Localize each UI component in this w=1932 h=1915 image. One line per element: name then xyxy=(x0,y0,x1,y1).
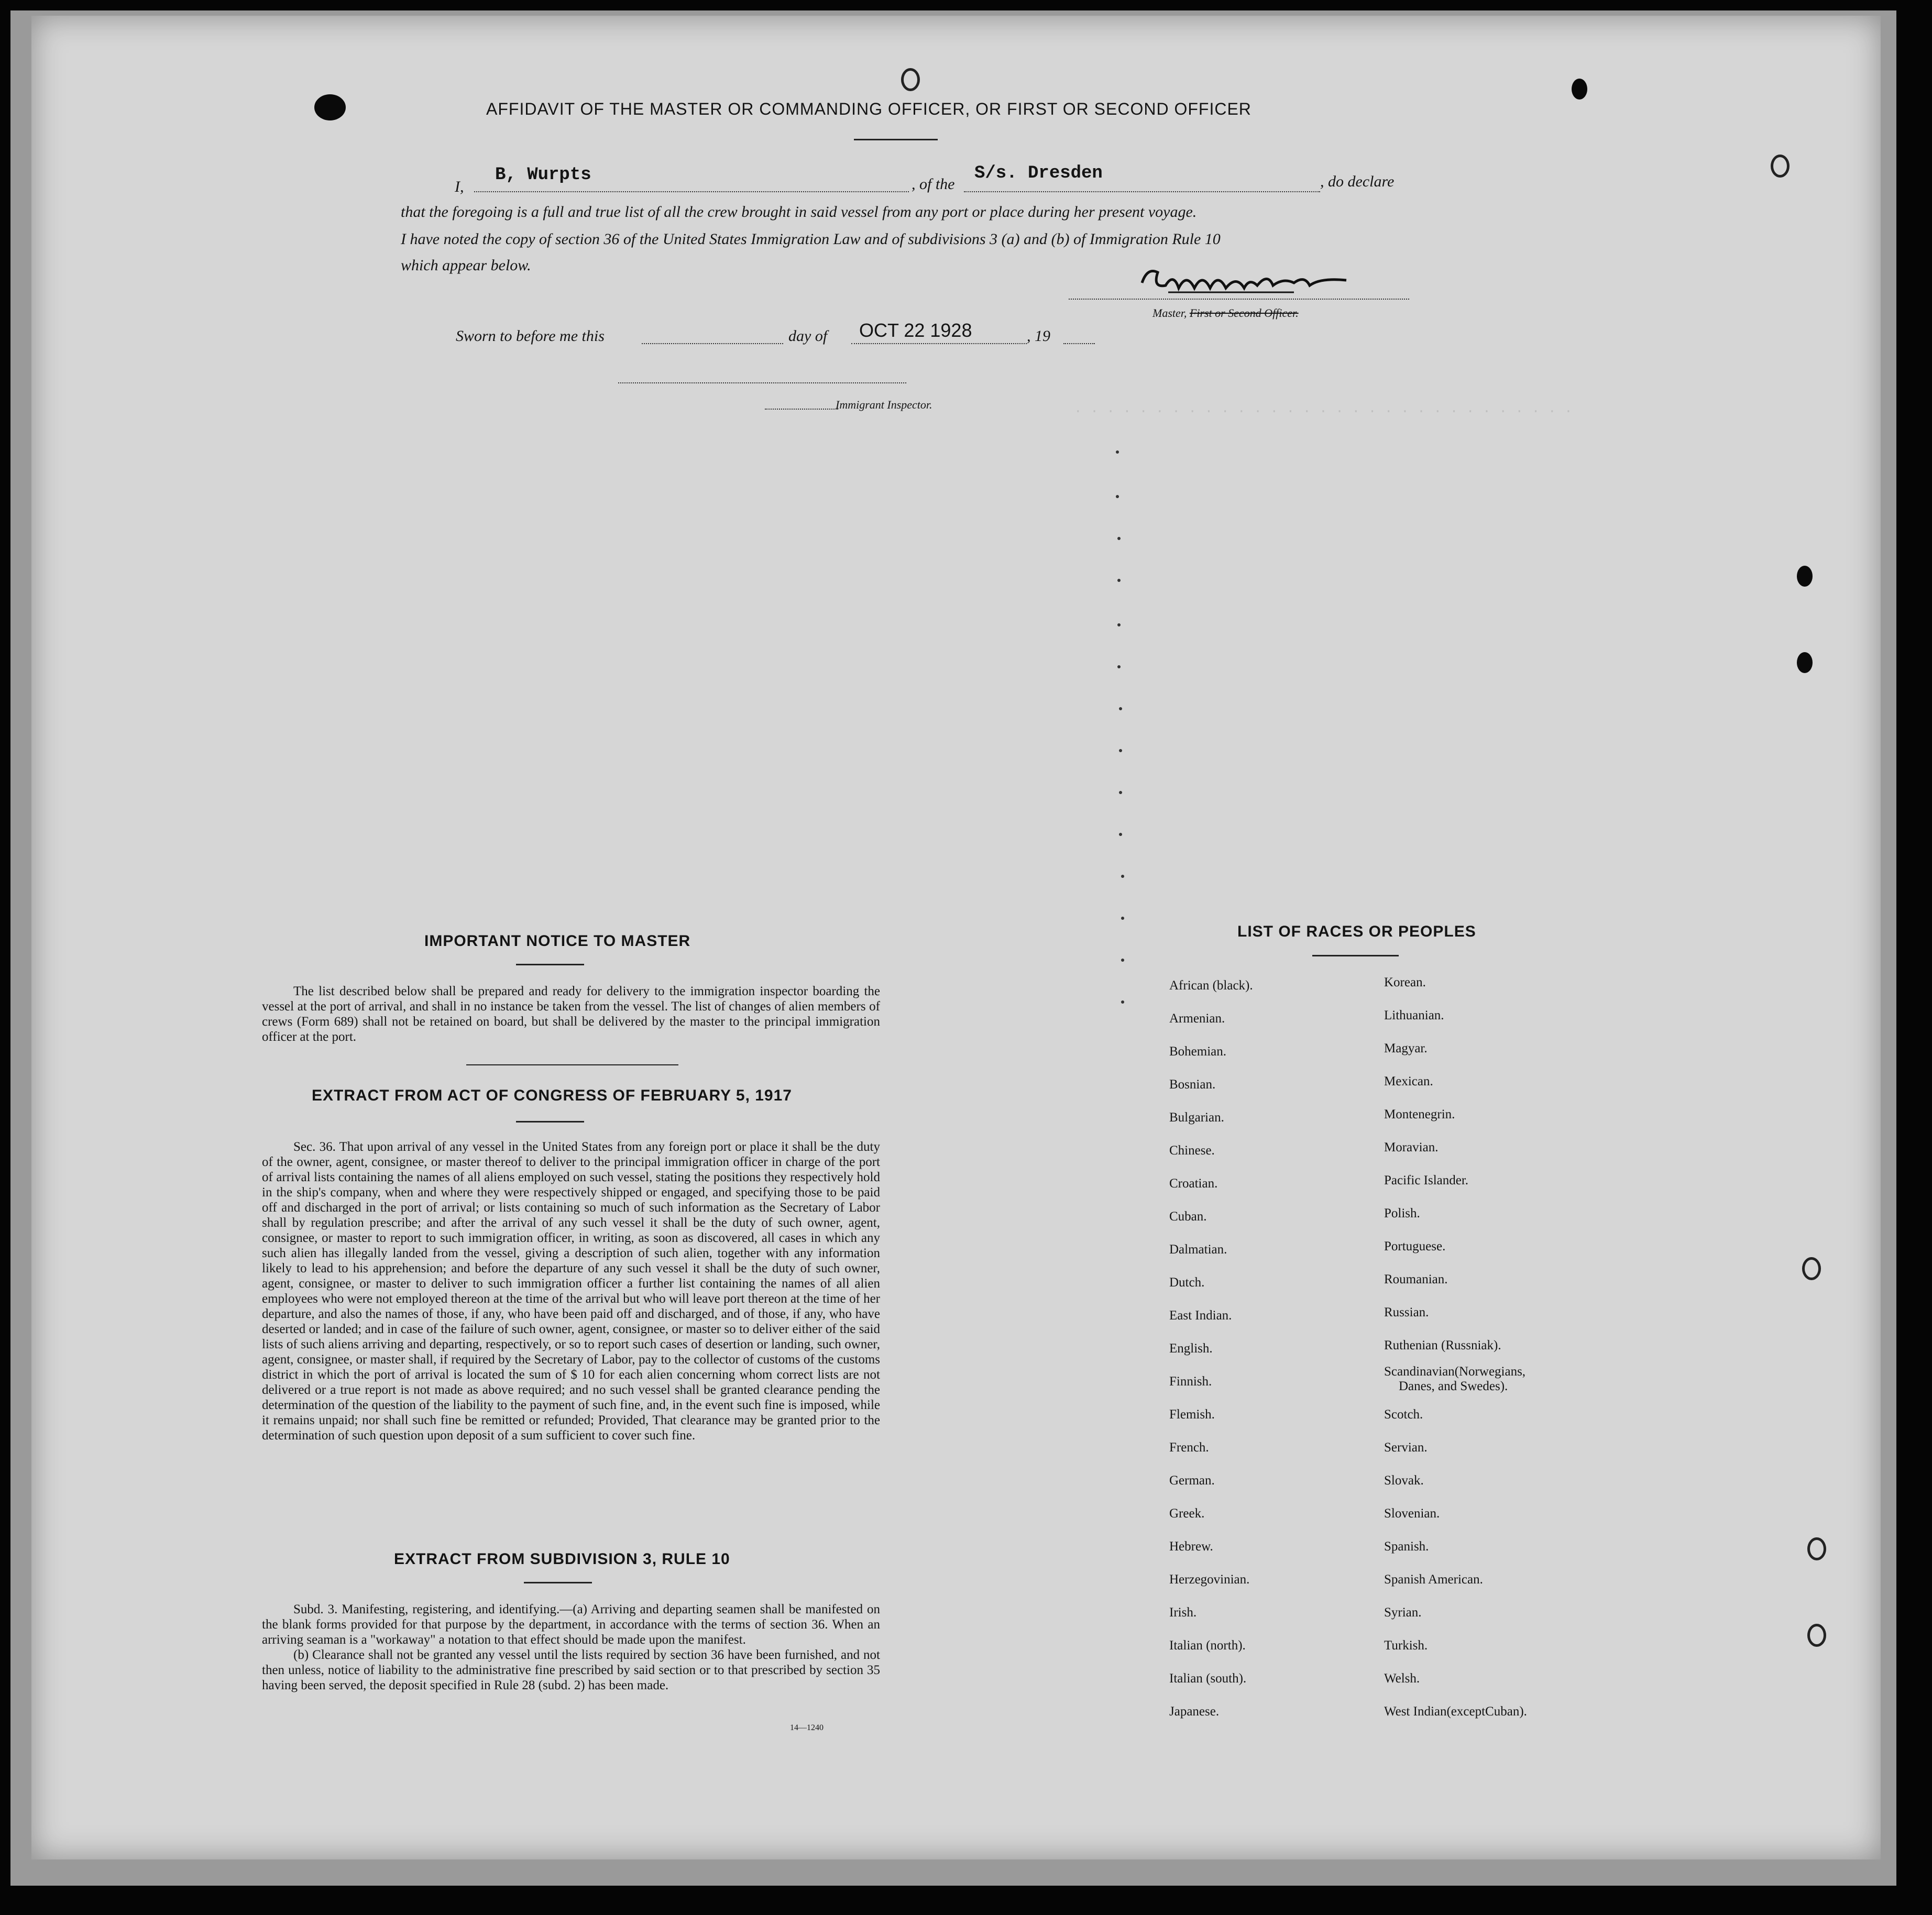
race-item: English. xyxy=(1169,1341,1213,1356)
race-item: Scotch. xyxy=(1384,1407,1423,1422)
master-signature xyxy=(1137,262,1357,304)
sworn-day-line xyxy=(642,343,783,344)
i-label: I, xyxy=(455,178,464,195)
form-number: 14—1240 xyxy=(790,1723,824,1732)
rule-extract-title: EXTRACT FROM SUBDIVISION 3, RULE 10 xyxy=(394,1550,730,1568)
rule-extract-text: Subd. 3. Manifesting, registering, and identifying.—(a) Arriving and departing seamen shall be manifested on the blank forms provided for that purpose by the department, in accordance with the terms of section 36. When an arriving seaman is a "workaway" a notation to that effect should be made upon the manifest. (b) Clearance shall not be granted any vessel until the lists required by section 36 have been furnished, and not then unless, notice of liability to the administrative fine prescribed by said section or to that prescribed by section 35 having been served, the deposit specified in Rule 28 (subd. 2) has been made. xyxy=(262,1602,880,1692)
inspector-line-short xyxy=(765,409,838,410)
race-item: Slovenian. xyxy=(1384,1506,1440,1521)
bleed-through-text: . . . . . . . . . . . . . . . . . . . . . . . . . . . . . . . xyxy=(1074,401,1573,416)
punch-hole xyxy=(314,94,346,120)
act-extract-title: EXTRACT FROM ACT OF CONGRESS OF FEBRUARY 5, 1917 xyxy=(312,1087,792,1104)
affidavit-title: AFFIDAVIT OF THE MASTER OR COMMANDING OFFICER, OR FIRST OR SECOND OFFICER xyxy=(486,100,1252,118)
race-item: Dalmatian. xyxy=(1169,1242,1227,1257)
punch-hole xyxy=(1807,1624,1826,1647)
punch-hole xyxy=(1572,79,1587,100)
inspector-signature-line xyxy=(618,382,906,383)
race-item: Japanese. xyxy=(1169,1704,1220,1719)
race-item: Scandinavian(Norwegians, xyxy=(1384,1364,1526,1379)
sworn-label: Sworn to before me this xyxy=(456,327,605,345)
affidavit-line-4: which appear below. xyxy=(401,257,531,274)
master-name-line xyxy=(474,191,909,192)
race-item: Chinese. xyxy=(1169,1143,1215,1158)
officer-caption: First or Second Officer. xyxy=(1189,306,1299,320)
notice-title: IMPORTANT NOTICE TO MASTER xyxy=(424,932,691,950)
vessel-name-field: S/s. Dresden xyxy=(974,163,1103,183)
race-item: Turkish. xyxy=(1384,1638,1428,1653)
document-sheet xyxy=(31,16,1881,1859)
rule-divider xyxy=(524,1582,592,1583)
punch-hole xyxy=(1797,566,1813,587)
race-item: Herzegovinian. xyxy=(1169,1572,1250,1587)
race-item: Russian. xyxy=(1384,1305,1429,1319)
race-item: African (black). xyxy=(1169,978,1253,993)
year-line xyxy=(1063,343,1095,344)
date-line xyxy=(851,343,1027,344)
race-item: Servian. xyxy=(1384,1440,1428,1455)
punch-hole xyxy=(1797,652,1813,673)
race-item: Montenegrin. xyxy=(1384,1107,1455,1121)
race-item: Moravian. xyxy=(1384,1140,1439,1154)
race-item: Ruthenian (Russniak). xyxy=(1384,1338,1501,1352)
race-item: Hebrew. xyxy=(1169,1539,1213,1554)
punch-hole xyxy=(901,68,920,91)
race-item: Greek. xyxy=(1169,1506,1205,1521)
day-of-label: day of xyxy=(788,327,828,345)
punch-hole xyxy=(1807,1537,1826,1560)
race-item: West Indian(exceptCuban). xyxy=(1384,1704,1527,1719)
signature-caption xyxy=(1152,306,1299,320)
race-item: Polish. xyxy=(1384,1206,1420,1220)
race-item: Cuban. xyxy=(1169,1209,1207,1224)
punch-hole xyxy=(1771,155,1790,178)
do-declare-label: , do declare xyxy=(1320,173,1395,190)
affidavit-line-3: I have noted the copy of section 36 of the United States Immigration Law and of subdivisions 3 (a) and (b) of Immigration Rule 10 xyxy=(401,230,1221,248)
race-item: Croatian. xyxy=(1169,1176,1218,1191)
races-divider xyxy=(1312,955,1399,956)
race-item: Bulgarian. xyxy=(1169,1110,1224,1125)
race-item: Roumanian. xyxy=(1384,1272,1448,1286)
race-item: Italian (north). xyxy=(1169,1638,1246,1653)
race-item: Portuguese. xyxy=(1384,1239,1446,1253)
section-divider xyxy=(466,1064,678,1065)
race-item-continued: Danes, and Swedes). xyxy=(1399,1379,1508,1393)
vessel-name-line xyxy=(964,191,1320,192)
race-item: Flemish. xyxy=(1169,1407,1215,1422)
race-item: Slovak. xyxy=(1384,1473,1424,1488)
race-item: East Indian. xyxy=(1169,1308,1232,1323)
year-label: , 19 xyxy=(1027,327,1050,345)
notice-divider xyxy=(516,964,584,965)
race-item: Bohemian. xyxy=(1169,1044,1227,1059)
race-item: Mexican. xyxy=(1384,1074,1433,1088)
of-the-label: , of the xyxy=(912,175,955,193)
race-item: Bosnian. xyxy=(1169,1077,1216,1092)
race-item: Armenian. xyxy=(1169,1011,1225,1026)
race-item: Italian (south). xyxy=(1169,1671,1247,1686)
race-item: Pacific Islander. xyxy=(1384,1173,1469,1187)
race-item: Lithuanian. xyxy=(1384,1008,1444,1022)
race-item: Finnish. xyxy=(1169,1374,1212,1389)
notice-text: The list described below shall be prepared and ready for delivery to the immigration inspector boarding the vessel at the port of arrival, and shall in no instance be taken from the vessel. The list of changes of alien members of crews (Form 689) shall not be retained on board, but shall be delivered by the master to the principal immigration officer at the port. xyxy=(262,984,880,1044)
master-caption: Master, xyxy=(1152,306,1187,320)
race-item: Korean. xyxy=(1384,975,1426,989)
master-name-field: B, Wurpts xyxy=(495,165,591,185)
race-item: French. xyxy=(1169,1440,1209,1455)
race-item: Irish. xyxy=(1169,1605,1197,1620)
race-item: Spanish. xyxy=(1384,1539,1429,1554)
affidavit-line-2: that the foregoing is a full and true list of all the crew brought in said vessel from any port or place during her present voyage. xyxy=(401,203,1197,221)
punch-hole xyxy=(1802,1257,1821,1280)
race-item: Magyar. xyxy=(1384,1041,1428,1055)
date-stamp: OCT 22 1928 xyxy=(859,320,972,341)
race-item: German. xyxy=(1169,1473,1215,1488)
title-divider xyxy=(854,139,938,140)
race-item: Syrian. xyxy=(1384,1605,1422,1620)
act-divider xyxy=(516,1121,584,1122)
inspector-label: Immigrant Inspector. xyxy=(836,398,932,411)
race-item: Welsh. xyxy=(1384,1671,1420,1686)
signature-line xyxy=(1069,299,1409,300)
act-extract-text: Sec. 36. That upon arrival of any vessel in the United States from any foreign port or place it shall be the duty of the owner, agent, consignee, or master thereof to deliver to the principal immigration officer in charge of the port of arrival lists containing the names of all aliens employed on such vessel, stating the positions they respectively hold in the ship's company, when and where they were respectively shipped or engaged, and specifying those to be paid off and discharged in the port of arrival; or lists containing so much of such information as the Secretary of Labor shall by regulation prescribe; and after the arrival of any such vessel it shall be the duty of such owner, agent, consignee, or master to report to such immigration officer, in writing, as soon as discovered, all cases in which any such alien has illegally landed from the vessel, giving a description of such alien, together with any information likely to lead to his apprehension; and before the departure of any such vessel it shall be the duty of such owner, agent, consignee, or master to deliver to such immigration officer a further list containing the names of all alien employees who were not employed thereon at the time of the arrival but who will leave port thereon at the time of her departure, and also the names of those, if any, who have been paid off and discharged, and of those, if any, who have deserted or landed; and in case of the failure of such owner, agent, consignee, or master so to deliver either of the said lists of such aliens arriving and departing, respectively, or so to report such cases of desertion or landing, such owner, agent, consignee, or master shall, if required by the Secretary of Labor, pay to the collector of customs of the customs district in which the port of arrival is located the sum of $ 10 for each alien concerning whom correct lists are not delivered or a true report is not made as above required; and no such vessel shall be granted clearance pending the determination of the question of the liability to the payment of such fine, and, in the event such fine is imposed, while it remains unpaid; nor shall such fine be remitted or refunded; Provided, That clearance may be granted prior to the determination of such question upon deposit of a sum sufficient to cover such fine. xyxy=(262,1140,880,1443)
race-item: Spanish American. xyxy=(1384,1572,1483,1587)
races-title: LIST OF RACES OR PEOPLES xyxy=(1237,923,1476,940)
race-item: Dutch. xyxy=(1169,1275,1205,1290)
